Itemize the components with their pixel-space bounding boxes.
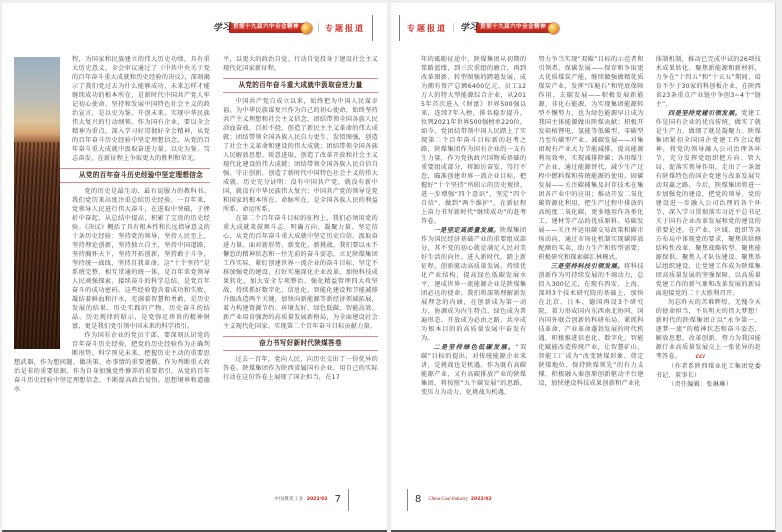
footer-issue: 2022/02 xyxy=(306,496,328,502)
footer-rule xyxy=(348,489,349,511)
body-paragraph: 程，为国家和民族建立的伟大历史功绩，具有重大历史意义。全会审议通过了《中共中央关于党的百年奋斗重大成就和历史经验的决议》，深刻揭示了我们党过去为什么能够成功、未来怎样才能继续成功的根本所在，是新时代中国共产党人牢记初心使命、坚持和发展中国特色社会主义的政治宣言，是以史为鉴、开创未来、实现中华民族伟大复兴的行动纲领。作为国有企业，要以全会精神为重点，深入学习好贯彻好全会精神，从党的百年奋斗历史经验中坚定理想信念，从党的百年奋斗重大成就中汲取奋进力量，以史为鉴、笃志奋发，在新征程上争取更大的胜利和荣光。 xyxy=(72,56,210,162)
paragraph-lead: 三是坚持科技引领发展。 xyxy=(550,263,624,270)
editor-note: （责任编辑：张琳琳） xyxy=(668,381,732,388)
page-header-right xyxy=(399,19,775,37)
author-note: （作者系陕西煤业化工集团党委书记、董事长） xyxy=(655,363,761,379)
page-number: 7 xyxy=(334,493,341,505)
study-campaign-logo xyxy=(213,23,312,34)
paragraph-text: “双碳”目标的提出，对传统能源企业来讲，是挑战也是机遇。作为既有高碳能源产业、又有高碳排放产业的陕煤集团，将按照“五个碳发展”的思路，变压力为动力，化挑战为机遇， xyxy=(421,344,527,396)
left-page-content xyxy=(2,55,387,479)
section-heading-major-achievements: 从党的百年奋斗重大成就中汲取奋进力量 xyxy=(223,78,378,93)
section-label: 专题报道 xyxy=(407,23,447,33)
paragraph-text: 勿忘昨天的苦难辉煌，无愧今天的使命担当，不负明天的伟大梦想！新时代的陕煤集团正以“永争第一、逐梦一流”的精神状态和奋斗姿态，解放思想，改革创新，努力为我国能源行业高质量发展交上一张优异的赶考答卷。 xyxy=(655,299,761,360)
right-column-1 xyxy=(421,55,526,479)
right-column-2 xyxy=(538,55,643,479)
page-number: 8 xyxy=(415,493,422,505)
page-right xyxy=(391,3,776,532)
body-paragraph xyxy=(421,226,526,343)
body-paragraph xyxy=(656,109,761,298)
paragraph-text: 党建工作是国有企业的优良传统，做实了就是生产力，做细了就是凝聚力。陕煤集团紧扣全国国企党建工作会议精神，将党的领导融入公司治理各环节，充分发挥党组织把方向、管大局、促落实领导作用，走出了一条富有陕煤特色的国企党建与改革发展互动双赢之路。今后，陕煤集团将进一步加强党的建设，把党的领导、党的建设进一步融入公司治理的各个环节，深入学习贯彻落实习近平总书记关于国有企业改革发展和党的建设的重要论述，在产业、区域、组织等各方布局中体现党的要求，聚焦供给侧结构性改革、聚焦战略转型、聚焦能源保供、聚焦人才队伍建设、聚焦基层组织建设，让党建工作成为陕煤集团高质量发展的坚强保障，以高质量党建工作的新气象和改革发展的新局面迎接党的二十大胜利召开。 xyxy=(655,110,761,297)
header-separator: | xyxy=(316,23,320,33)
party-emblem-icon xyxy=(548,23,559,34)
body-paragraph: 体制机制，推动已完成中试的26项技术成果转化。聚焦新能源和新材料，力争在“十四五”和“十五五”期间，培育不少于30家的科创板企业，在陕西省23条重点产业链中争创3~4个“链主”。 xyxy=(655,56,761,108)
body-paragraph: 作为国有企业的党员干部，要深刻认识党的百年奋斗历史经验，把党的历史经验作为正确判断形势、科学预见未来、把握历史主动的重要思想武器，作为想问题、做决策、办事情的重要遵循，作为判断重大政治是非的重要依据，作为自身加强党性修养的重要指引，从党的百年奋斗历史经验中坚定理想信念，不断提高政治觉悟、思想境界和道德水 xyxy=(14,332,210,393)
railway-yard-photo xyxy=(14,57,60,349)
paragraph-text: 陕煤集团作为国民经济基础产业的重要组成部分，其不变的初心就是满足人民对美好生活的向往。进入新时代，踏上新征程，创新驱动高质量发展，持续优化产业结构，提高绿色低碳发展水平，建成世界一流能源企业是陕煤集团必达的使命。我们将深刻理解新发展理念的内涵，在创新成为第一动力、协调成为内生特点、绿色成为普遍形态、开放成为必由之路、共享成为根本目的的高质量发展中奋发有为。 xyxy=(421,227,527,342)
body-paragraph: 平，以更大的政治自觉、行动自觉投身于建设社会主义现代化国家新征程。 xyxy=(223,56,378,72)
body-paragraph xyxy=(538,262,643,388)
logo-banner-text: 贯彻十九届六中全会精神 xyxy=(476,23,556,33)
page-header-left xyxy=(2,19,373,37)
header-edge-rule xyxy=(399,15,400,41)
right-column-3 xyxy=(656,55,761,479)
section-heading-history-experience: 从党的百年奋斗历史经验中坚定理想信念 xyxy=(14,168,210,183)
body-paragraph: 中国共产党自成立以来，始终把为中国人民谋幸福、为中华民族谋复兴作为自己的初心使命，始终坚持共产主义理想和社会主义信念，团结带领全国各族人民浴血奋战、百折不挠，创造了新民主主义革命的伟大成就；团结带领全国各族人民自力更生、发愤图强，创造了社会主义革命和建设的伟大成就；团结带领全国各族人民解放思想、锐意进取，创造了改革开放和社会主义现代化建设的伟大成就；团结带领全国各族人民自信自强、守正创新，创造了新时代中国特色社会主义的伟大成就。历史充分证明：没有中国共产党，就没有新中国，就没有中华民族伟大复兴；中国共产党的领导是党和国家的根本所在、命脉所在，是全国各族人民的利益所系、命运所系。 xyxy=(223,98,378,213)
paragraph-lead: 二是坚持绿色低碳发展。 xyxy=(433,344,516,351)
body-paragraph xyxy=(656,298,761,362)
left-column-2 xyxy=(223,55,378,479)
page-footer-right xyxy=(391,487,775,511)
body-paragraph: 党的历史是最生动、最有说服力的教科书。我们党历来高度注重总结历史经验。一百年来，党领导人民进行伟大奋斗，在进取中突破，于挫折中奋起，从总结中提高，积累了宝贵的历史经验。《决议》概括了具有根本性和长远指导意义的十条历史经验：坚持党的领导，坚持人民至上，坚持理论创新，坚持独立自主，坚持中国道路，坚持胸怀天下，坚持开拓创新，坚持敢于斗争，坚持统一战线，坚持自我革命。这“十个坚持”是系统完整、相互贯通的统一体，是百年来党领导人民顽强探索、接续奋斗的科学总结，是党百年奋斗的成功密码。这些经验饱含着成功和失败，凝结着鲜血和汗水，充满着智慧和勇敢，是历史发展的结果、历史实践的产物、历史奋斗的结晶、历史规律的昭示，是党弥足珍贵的精神财富，更是我们党引领中国未来的科学指引。 xyxy=(72,188,210,330)
paragraph-lead: 四是坚持党建引领发展。 xyxy=(668,110,742,117)
body-paragraph: 过去一百年，党向人民、向历史交出了一份优异的答卷。陕煤集团作为陕西省属国有企业，用自己的实际行动在这份答卷上展现了国企担当，在17 xyxy=(223,356,378,381)
page-footer-left xyxy=(2,487,387,511)
header-separator: | xyxy=(452,23,456,33)
footer-journal-name: 中国煤炭工业 xyxy=(274,497,304,502)
article-end-mark: CCI xyxy=(695,355,706,360)
logo-script-text: 学习 xyxy=(212,21,232,34)
section-label: 专题报道 xyxy=(325,23,365,33)
paragraph-text: 将科技创新作为可持续发展的不竭动力，总投入300亿元，在现有西安、上海、深圳3个技术研究院的基础上，加快在北京、日本、德国再设3个研究院，着力形成国内东西南北协同、国内国外联合创新的科研布局。紧抓科技革命、产业革命蓬勃发展的时代机遇，积极推进信息化、数字化、智能化赋能改造传统产业，让智慧矿山、智能工厂成为“改变陕煤形象、奠定陕煤地位、保持陕煤领先”的有力支撑，积极融入秦创原创新驱动平台建设，加快建设科技成果创新和产业化 xyxy=(538,263,644,387)
footer-issue: 2022/02 xyxy=(470,496,492,502)
body-paragraph xyxy=(421,343,526,397)
footer-journal-name-en: China Coal Industry xyxy=(428,496,468,502)
section-heading-shaanxi-coal-answer: 奋力书写好新时代陕煤答卷 xyxy=(223,336,378,351)
logo-script-text: 学习 xyxy=(459,21,479,34)
header-edge-rule xyxy=(372,15,373,41)
page-left xyxy=(2,3,387,532)
party-emblem-icon xyxy=(301,23,312,34)
logo-banner-text: 贯彻十九届六中全会精神 xyxy=(229,23,309,33)
body-paragraph: 努力争当实现“双碳”目标的示范者和引领者。保碳发展——保存和争取更大优质煤炭产能，继续做强做精优质煤炭产业，发挥“压舱石”和兜底保障作用。去碳发展——积极发展新能源、非化石能源，为实现集团能源转型不懈努力，也为绿色能源早日成为我国主体能源做出陕煤贡献；积极开发培植锂电、氢能等低碳型、零碳型乃至负碳型产业。减碳发展——对集团现有产业大力节能减排，提高能源利用效率，实现减排降碳；各用煤生产企业，通过能源替代，减少生产过程中燃料煤和传统能源的使用。固碳发展——关注碳捕集及封存技术在集团各产业中的应用；推动开发二氧化碳资源化利用，把生产过程中排放的高纯度二氧化碳，更多地用作各类化工、建材等产品的优质原料。易碳发展——关注并运用碳交易政策和碳市场动向，通过市场化机制实现碳排放配额的买卖，助力生产和转型需要；积极研究和探索碳汇林模式。 xyxy=(538,56,644,261)
body-paragraph: 在第二个百年奋斗目标的征程上，我们必须用党的重大成就来鼓舞斗志、明确方向、凝聚力量、坚定信心，从党的百年奋斗重大成就中坚定历史自信、汲取奋进力量。面对新形势、新变化、新挑战，我们要以永不懈怠的精神状态和一往无前的奋斗姿态，立足陕煤集团工作实际，紧盯创建世界一流企业的奋斗目标，坚定不移加强党的建设，打好实施深化企业改革、加快科技成果转化、加大安全专项整治、强化精益管理四大攻坚战，持续抓好数字化、信息化、智能化建设和节能减排升级改造两个关键，加快向新能源等新经济领域拓展，着力构建资源节约、环境友好、绿色低碳、智能高效、新产业培育强劲的高质量发展新格局，为全面建设社会主义现代化国家、实现第二个百年奋斗目标贡献力量。 xyxy=(223,215,378,330)
footer-rule xyxy=(407,489,408,511)
paragraph-lead: 一是坚定高质量发展。 xyxy=(433,227,500,234)
body-paragraph: 年的砥砺征途中，陕煤集团从初期的筚路蓝缕，到三次重组的磨合，再到改革图新、转型图强的跨越发展，成为拥有资产总额6400亿元、员工12万人的特大型能源综合企业，从2015年首次进入《财富》世界500强以来，连续7年入榜，排名稳步提升，位列2021年世界500强榜单220位。如今，党团结带领中国人民踏上了实现第二个百年奋斗目标新的赶考之路，陕煤集团作为国有企业的一支有生力量，作为党执政兴国物质基础的重要组成部分，将踔厉奋发、笃行不怠，瞄准创建世界一流企业目标，把握好“十个坚持”所昭示的历史规律，进一步增强“四个意识”、坚定“四个自信”、做到“两个维护”，在新征程上奋力书写新时代“继续成功”的赶考答卷。 xyxy=(421,56,527,225)
right-page-content xyxy=(391,55,775,479)
left-column-1 xyxy=(14,55,210,479)
study-campaign-logo xyxy=(460,23,559,34)
